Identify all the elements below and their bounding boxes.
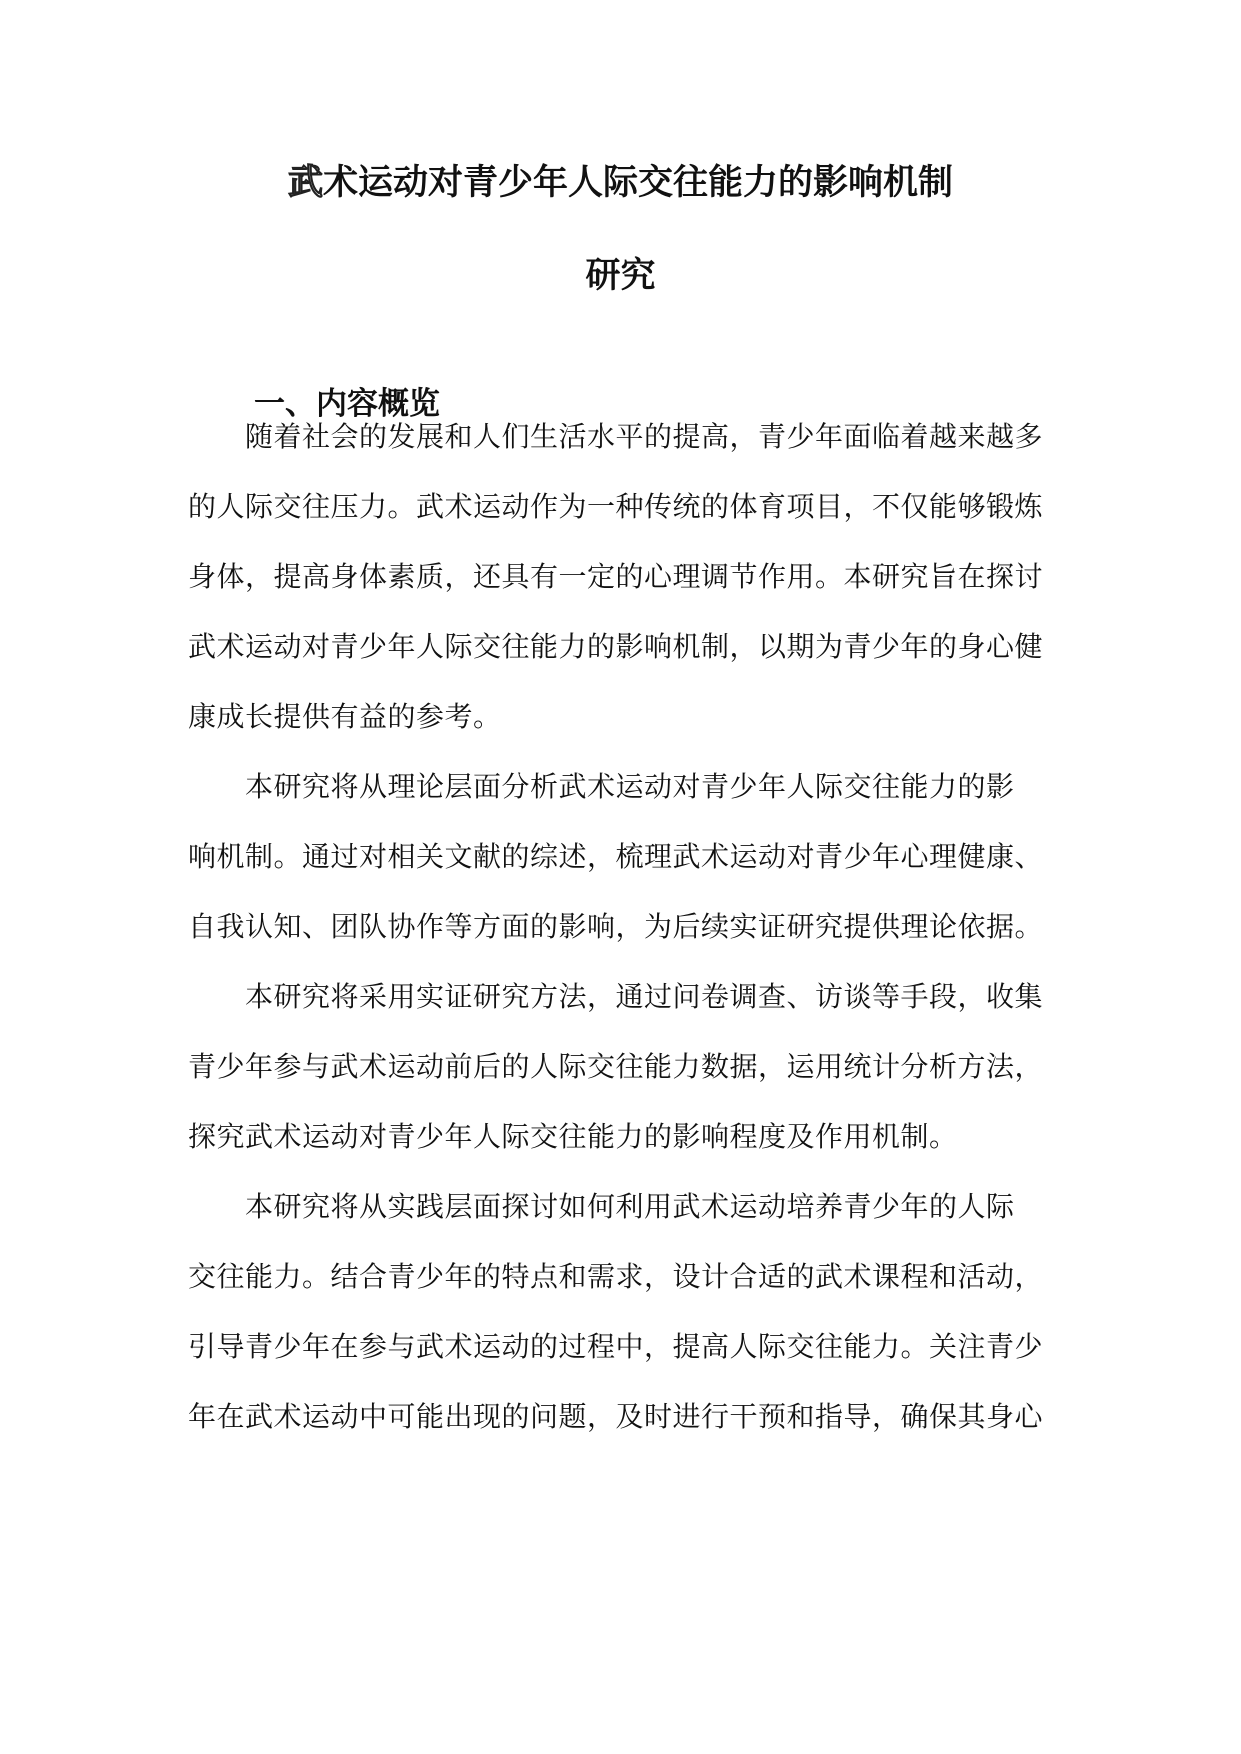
- paragraph-line: 康成长提供有益的参考。: [188, 700, 502, 733]
- paragraph-line: 本研究将从理论层面分析武术运动对青少年人际交往能力的影: [245, 770, 1015, 803]
- section-heading: 一、内容概览: [254, 386, 440, 422]
- paragraph-line: 的人际交往压力。武术运动作为一种传统的体育项目，不仅能够锻炼: [188, 490, 1044, 523]
- title-line-1-text: 术运动对青少年人际交往能力的影响机制: [323, 162, 954, 203]
- paragraph-line: 探究武术运动对青少年人际交往能力的影响程度及作用机制。: [188, 1120, 958, 1153]
- paragraph-line: 身体，提高身体素质，还具有一定的心理调节作用。本研究旨在探讨: [188, 560, 1044, 593]
- paragraph-line: 本研究将从实践层面探讨如何利用武术运动培养青少年的人际: [245, 1190, 1015, 1223]
- paragraph-line: 自我认知、团队协作等方面的影响，为后续实证研究提供理论依据。: [188, 910, 1044, 943]
- paragraph-line: 交往能力。结合青少年的特点和需求，设计合适的武术课程和活动，: [188, 1260, 1044, 1293]
- document-title-line-1: [0, 155, 1241, 205]
- paragraph-line: 年在武术运动中可能出现的问题，及时进行干预和指导，确保其身心: [188, 1400, 1044, 1433]
- paragraph-line: 武术运动对青少年人际交往能力的影响机制，以期为青少年的身心健: [188, 630, 1044, 663]
- document-title-line-2: 研究: [585, 255, 656, 296]
- paragraph-line: 随着社会的发展和人们生活水平的提高，青少年面临着越来越多: [245, 420, 1044, 453]
- paragraph-line: 引导青少年在参与武术运动的过程中，提高人际交往能力。关注青少: [188, 1330, 1044, 1363]
- paragraph-line: 本研究将采用实证研究方法，通过问卷调查、访谈等手段，收集: [245, 980, 1044, 1013]
- paragraph-line: 响机制。通过对相关文献的综述，梳理武术运动对青少年心理健康、: [188, 840, 1044, 873]
- title-first-character: 武: [287, 162, 323, 203]
- paragraph-line: 青少年参与武术运动前后的人际交往能力数据，运用统计分析方法，: [188, 1050, 1044, 1083]
